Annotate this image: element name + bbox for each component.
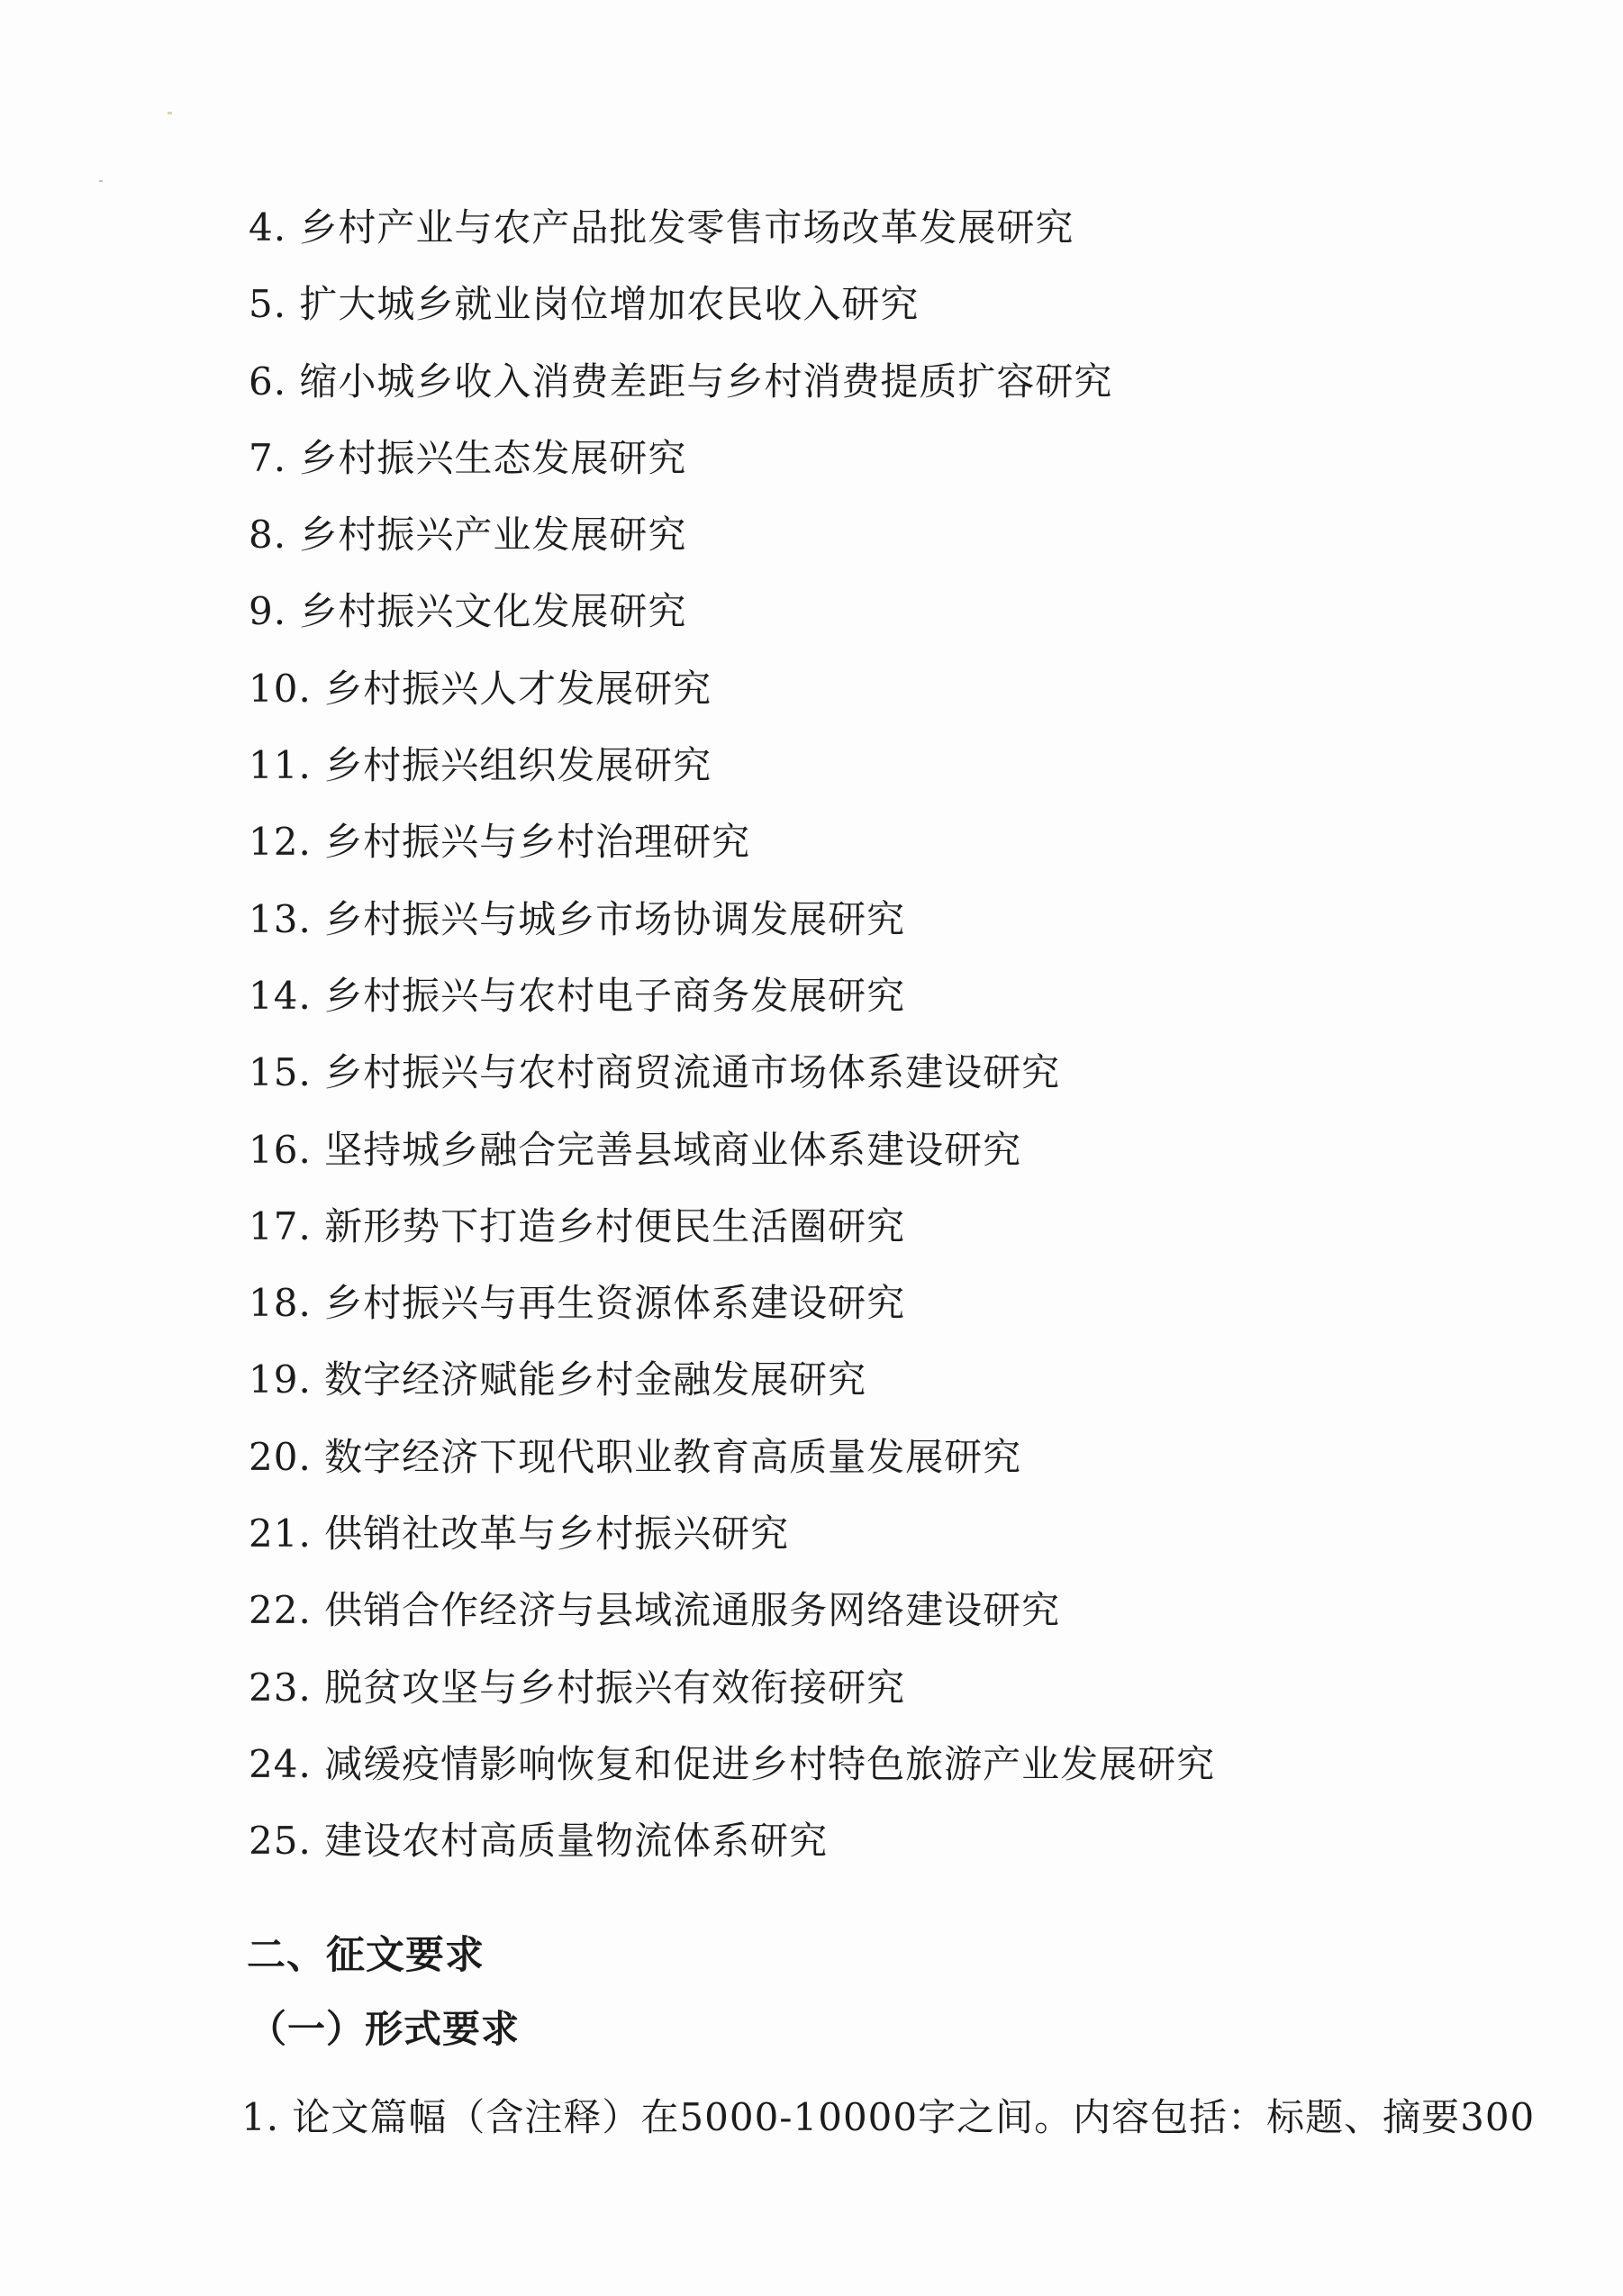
- topic-item: 13. 乡村振兴与城乡市场协调发展研究: [249, 896, 906, 941]
- sub-heading: （一）形式要求: [249, 2007, 521, 2051]
- topic-item: 16. 坚持城乡融合完善县域商业体系建设研究: [249, 1127, 1022, 1172]
- section-heading: 二、征文要求: [247, 1933, 485, 1978]
- scan-speck: [99, 180, 103, 182]
- topic-item: 24. 减缓疫情影响恢复和促进乡村特色旅游产业发展研究: [249, 1741, 1216, 1786]
- body-paragraph: 1. 论文篇幅（含注释）在5000-10000字之间。内容包括：标题、摘要300: [241, 2095, 1536, 2139]
- topic-item: 19. 数字经济赋能乡村金融发展研究: [249, 1357, 867, 1402]
- topic-item: 22. 供销合作经济与县域流通服务网络建设研究: [249, 1588, 1061, 1633]
- topic-item: 20. 数字经济下现代职业教育高质量发展研究: [249, 1434, 1022, 1479]
- topic-item: 7. 乡村振兴生态发展研究: [249, 435, 687, 480]
- topic-item: 12. 乡村振兴与乡村治理研究: [249, 820, 751, 865]
- topic-item: 9. 乡村振兴文化发展研究: [249, 589, 687, 634]
- topic-item: 23. 脱贫攻坚与乡村振兴有效衔接研究: [249, 1665, 906, 1710]
- topic-item: 10. 乡村振兴人才发展研究: [249, 666, 712, 711]
- topic-item: 21. 供销社改革与乡村振兴研究: [249, 1511, 790, 1556]
- topic-item: 4. 乡村产业与农产品批发零售市场改革发展研究: [249, 205, 1074, 250]
- topic-item: 6. 缩小城乡收入消费差距与乡村消费提质扩容研究: [249, 358, 1113, 404]
- topic-item: 14. 乡村振兴与农村电子商务发展研究: [249, 973, 906, 1018]
- topic-item: 15. 乡村振兴与农村商贸流通市场体系建设研究: [249, 1050, 1061, 1095]
- topic-item: 25. 建设农村高质量物流体系研究: [249, 1819, 829, 1864]
- topic-item: 5. 扩大城乡就业岗位增加农民收入研究: [249, 282, 920, 327]
- research-topic-list: [249, 196, 1215, 1887]
- topic-item: 11. 乡村振兴组织发展研究: [249, 743, 712, 788]
- scan-speck: [168, 112, 172, 114]
- topic-item: 8. 乡村振兴产业发展研究: [249, 513, 687, 558]
- topic-item: 17. 新形势下打造乡村便民生活圈研究: [249, 1203, 906, 1248]
- topic-item: 18. 乡村振兴与再生资源体系建设研究: [249, 1281, 906, 1326]
